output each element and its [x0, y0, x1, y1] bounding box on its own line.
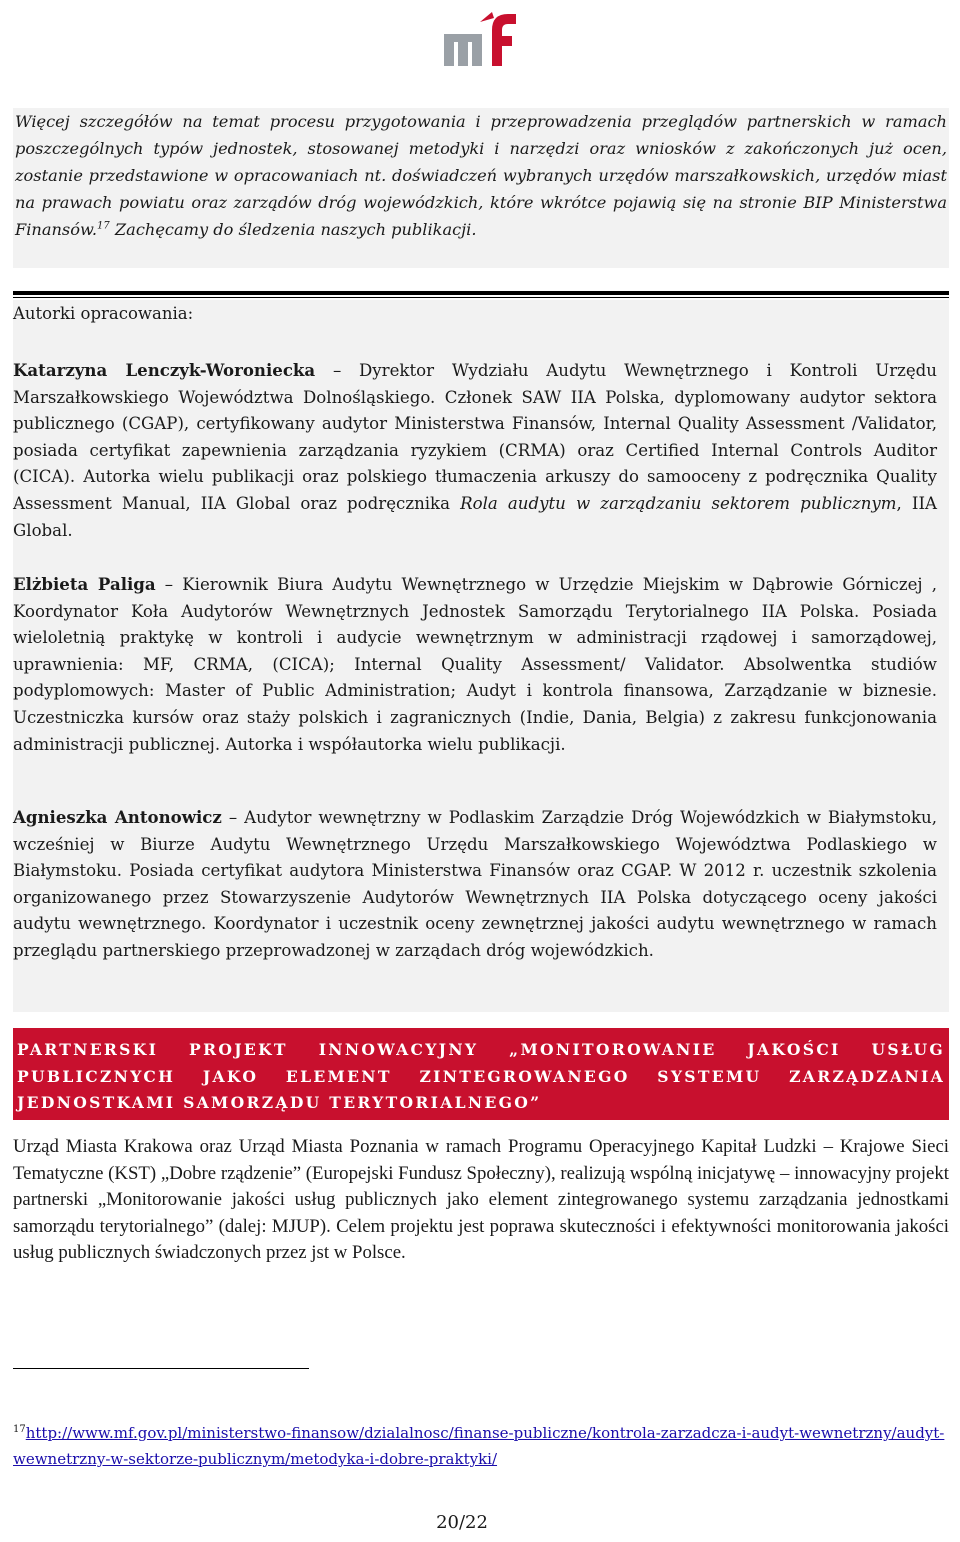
footnote-link[interactable]: http://www.mf.gov.pl/ministerstwo-finansow/dzialalnosc/finanse-publiczne/kontrola-zarzadcza-i-audyt-wewnetrzny/audyt-wewnetrzny-w-sektorze-publicznym/metodyka-i-dobre-praktyki/ [13, 1424, 945, 1468]
section-divider-thin [13, 297, 949, 298]
author-bio: Agnieszka Antonowicz – Audytor wewnętrzny w Podlaskim Zarządzie Dróg Wojewódzkich w Białymstoku, wcześniej w Biurze Audytu Wewnętrznego Urzędu Marszałkowskiego Województwa Podlaskiego w Białymstoku. Posiada certyfikat audytora Ministerstwa Finansów oraz CGAP. W 2012 r. uczestnik szkolenia organizowanego przez Stowarzyszenie Audytorów Wewnętrznych IIA Polska dotyczącego oceny jakości audytu wewnętrznego. Koordynator i uczestnik oceny zewnętrznej jakości audytu wewnętrznego w ramach przeglądu partnerskiego przeprowadzonej w zarządach dróg wojewódzkich. [13, 807, 937, 960]
footnote-ref[interactable]: 17 [97, 220, 110, 232]
author-bio: Katarzyna Lenczyk-Woroniecka – Dyrektor Wydziału Audytu Wewnętrznego i Kontroli Urzędu Marszałkowskiego Województwa Dolnośląskiego. Członek SAW IIA Polska, dyplomowany audytor sektora publicznego (CGAP), certyfikowany audytor Ministerstwa Finansów, Internal Quality Assessment /Validator, posiada certyfikat zapewnienia zarządzania ryzykiem (CRMA) oraz Certified Internal Controls Auditor (CICA). Autorka wielu publikacji oraz polskiego tłumaczenia arkuszy do samooceny z podręcznika Quality Assessment Manual, IIA Global oraz podręcznika Rola audytu w zarządzaniu sektorem publicznym, IIA Global. [13, 360, 937, 540]
footnote [13, 1420, 953, 1472]
project-paragraph: Urząd Miasta Krakowa oraz Urząd Miasta Poznania w ramach Programu Operacyjnego Kapitał Ludzki – Krajowe Sieci Tematyczne (KST) „Dobre rządzenie” (Europejski Fundusz Społeczny), realizują wspólną inicjatywę – innowacyjny projekt partnerski „Monitorowanie jakości usług publicznych jako element zintegrowanego systemu zarządzania jednostkami samorządu terytorialnego” (dalej: MJUP). Celem projektu jest poprawa skuteczności i efektywności monitorowania jakości usług publicznych świadczonych przez jst w Polsce. [13, 1136, 949, 1263]
project-banner-heading: PARTNERSKI PROJEKT INNOWACYJNY „MONITOROWANIE JAKOŚCI USŁUG PUBLICZNYCH JAKO ELEMENT ZINTEGROWANEGO SYSTEMU ZARZĄDZANIA JEDNOSTKAMI SAMORZĄDU TERYTORIALNEGO” [13, 1028, 949, 1120]
author-name: Agnieszka Antonowicz [13, 807, 222, 827]
mf-logo-icon [440, 8, 520, 68]
author-name: Elżbieta Paliga [13, 574, 156, 594]
page-number: 20/22 [436, 1512, 488, 1533]
author-bio: Elżbieta Paliga – Kierownik Biura Audytu Wewnętrznego w Urzędzie Miejskim w Dąbrowie Górniczej , Koordynator Koła Audytorów Wewnętrznych Jednostek Samorządu Terytorialnego IIA Polska. Posiada wieloletnią praktykę w kontroli i audycie wewnętrznym w administracji rządowej i samorządowej, uprawnienia: MF, CRMA, (CICA); Internal Quality Assessment/ Validator. Absolwentka studiów podyplomowych: Master of Public Administration; Audyt i kontrola finansowa, Zarządzanie w biznesie. Uczestniczka kursów oraz staży polskich i zagranicznych (Indie, Dania, Belgia) z zakresu funkcjonowania administracji publicznej. Autorka i współautorka wielu publikacji. [13, 574, 937, 754]
footnote-separator [13, 1368, 309, 1369]
authors-heading: Autorki opracowania: [13, 304, 194, 323]
section-divider-thick [13, 291, 949, 295]
author-name: Katarzyna Lenczyk-Woroniecka [13, 360, 316, 380]
footnote-number: 17 [13, 1424, 26, 1435]
intro-paragraph: Więcej szczegółów na temat procesu przygotowania i przeprowadzenia przeglądów partnerskich w ramach poszczególnych typów jednostek, stosowanej metodyki i narzędzi oraz wniosków z zakończonych już ocen, zostanie przedstawione w opracowaniach nt. doświadczeń wybranych urzędów marszałkowskich, urzędów miast na prawach powiatu oraz zarządów dróg wojewódzkich, które wkrótce pojawią się na stronie BIP Ministerstwa Finansów.$^{17}$ Zachęcamy do śledzenia naszych publikacji. [13, 108, 949, 268]
